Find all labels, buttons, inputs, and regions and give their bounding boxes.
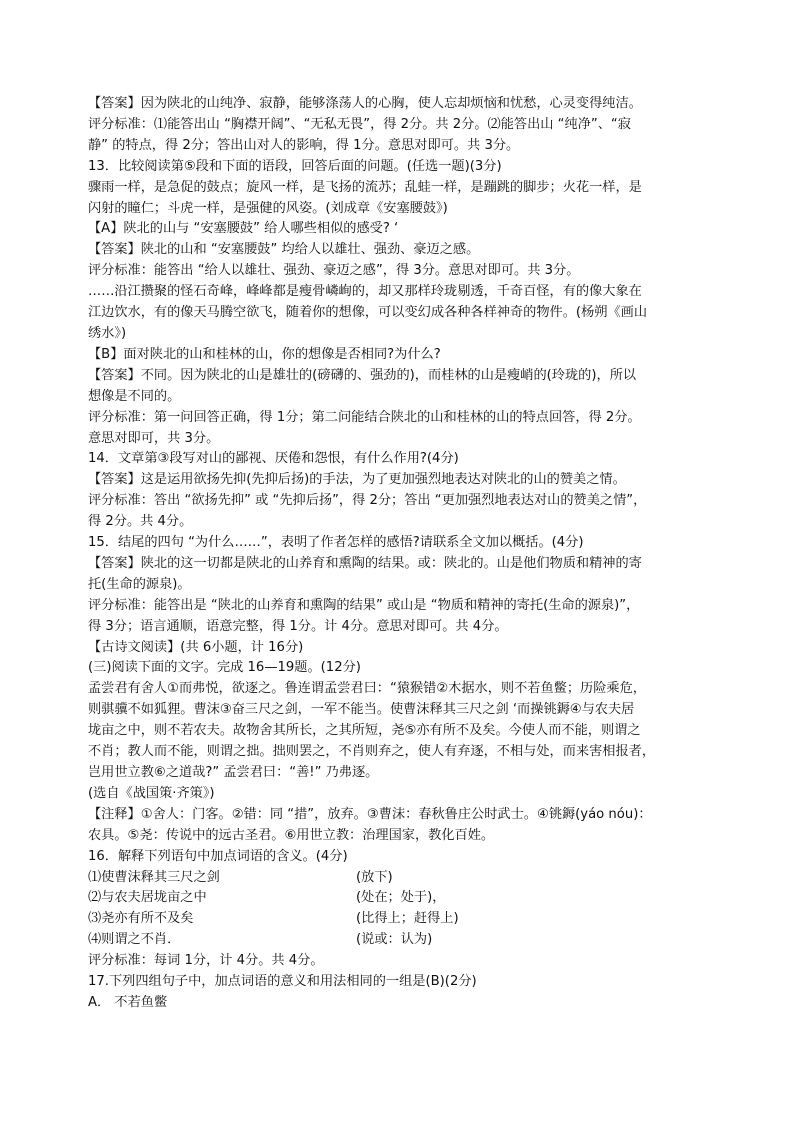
q16-answer: (处在；处于)， <box>356 890 446 906</box>
text-line: 则骐骥不如狐狸。曹沫③奋三尺之剑，一军不能当。使曹沫释其三尺之剑 ‘而操铫鎒④与农夫居 <box>88 702 635 718</box>
text-line: 骤雨一样，是急促的鼓点；旋风一样，是飞扬的流苏；乱蛙一样，是蹦跳的脚步；火花一样，是 <box>88 179 642 195</box>
text-line: 想像是不同的。 <box>88 388 181 404</box>
text-line: 【答案】这是运用欲扬先抑(先抑后扬)的手法，为了更加强烈地表达对陕北的山的赞美之情。 <box>88 472 626 488</box>
text-line: 评分标准：能答出 “给人以雄壮、强劲、豪迈之感”，得 3分。意思对即可。共 3分。 <box>88 263 580 279</box>
q16-item <box>88 868 708 889</box>
text-line: 【答案】陕北的这一切都是陕北的山养育和熏陶的结果。或：陕北的。山是他们物质和精神的寄 <box>88 555 642 571</box>
q16-item <box>88 888 708 909</box>
text-line: 托(生命的源泉)。 <box>88 576 191 592</box>
text-line: 16．解释下列语句中加点词语的含义。(4分) <box>88 848 348 864</box>
q16-sentence: ⑶尧亦有所不及矣 <box>88 911 194 927</box>
text-line: 农具。⑤尧：传说中的远古圣君。⑥用世立教：治理国家，教化百姓。 <box>88 827 495 843</box>
q16-answer: (比得上；赶得上) <box>356 911 459 927</box>
document-page <box>88 94 708 1014</box>
text-line: 17.下列四组句子中，加点词语的意义和用法相同的一组是(B)(2分) <box>88 974 477 990</box>
text-line: 评分标准：能答出是 “陕北的山养育和熏陶的结果” 或山是 “物质和精神的寄托(生命的源泉)”， <box>88 597 640 613</box>
text-line: 【A】陕北的山与 “安塞腰鼓” 给人哪些相似的感受? ‘ <box>88 221 399 237</box>
text-line: 垅亩之中，则不若农夫。故物舍其所长，之其所短，尧⑤亦有所不及矣。今使人而不能，则谓之 <box>88 723 641 739</box>
q16-item <box>88 909 708 930</box>
text-line: 得 2分。共 4分。 <box>88 514 193 530</box>
text-line: 江边饮水，有的像天马腾空欲飞，随着你的想像，可以变幻成各种各样神奇的物件。(杨朔《画山 <box>88 305 648 321</box>
text-line: 15．结尾的四句 “为什么……”，表明了作者怎样的感悟?请联系全文加以概括。(4分) <box>88 535 584 551</box>
text-line: 评分标准：答出 “欲扬先抑” 或 “先抑后扬”，得 2分；答出 “更加强烈地表达对山的赞美之情”， <box>88 493 647 509</box>
q16-item <box>88 930 708 951</box>
q16-sentence: ⑴使曹沫释其三尺之剑 <box>88 869 220 885</box>
text-line: 不肖；教人而不能，则谓之拙。拙则罢之，不肖则弃之，使人有弃逐，不相与处，而来害相报者， <box>88 744 656 760</box>
text-line: 静” 的特点，得 2分；答出山对人的影响，得 1分。意思对即可。共 3分。 <box>88 137 520 153</box>
q16-answer: (放下) <box>356 869 393 885</box>
text-line: 14．文章第③段写对山的鄙视、厌倦和怨恨，有什么作用?(4分) <box>88 451 459 467</box>
text-line: 【答案】因为陕北的山纯净、寂静，能够涤荡人的心胸，使人忘却烦恼和忧愁，心灵变得纯洁。 <box>88 96 642 111</box>
text-line: 评分标准：第一问回答正确，得 1分；第二问能结合陕北的山和桂林的山的特点回答，得 2分。 <box>88 409 641 425</box>
text-line: 【注释】①舍人：门客。②错：同 “措”，放弃。③曹沫：春秋鲁庄公时武士。④铫鎒(yáo nóu)： <box>88 806 652 822</box>
document-body <box>88 94 708 868</box>
text-line: 绣水》) <box>88 325 127 341</box>
text-line: 岂用世立教⑥之道哉?” 孟尝君曰：“善!” 乃弗逐。 <box>88 765 379 780</box>
text-line: 评分标准：⑴能答出山 “胸襟开阔”、“无私无畏”，得 2分。共 2分。⑵能答出山 “纯净”、“寂 <box>88 116 631 132</box>
q16-answer: (说或：认为) <box>356 932 433 948</box>
text-line: 意思对即可，共 3分。 <box>88 430 220 446</box>
text-line: 评分标准：每词 1分，计 4分。共 4分。 <box>88 953 324 969</box>
text-line: 闪射的瞳仁；斗虎一样，是强健的风姿。(刘成章《安塞腰鼓》) <box>88 200 448 216</box>
q16-answer-list <box>88 868 708 952</box>
text-line: ……沿江攒聚的怪石奇峰，峰峰都是瘦骨嶙峋的，却又那样玲珑剔透，千奇百怪，有的像大象在 <box>88 284 642 300</box>
document-tail <box>88 951 708 1014</box>
text-line: (选自《战国策·齐策》) <box>88 785 215 801</box>
text-line: 13．比较阅读第⑤段和下面的语段，回答后面的问题。(任选一题)(3分) <box>88 158 502 174</box>
text-line: 【答案】陕北的山和 “安塞腰鼓” 均给人以雄壮、强劲、豪迈之感。 <box>88 242 480 258</box>
text-line: 【B】面对陕北的山和桂林的山，你的想像是否相同?为什么? <box>88 346 441 362</box>
text-line: A． 不若鱼鳖 <box>88 994 168 1010</box>
text-line: 孟尝君有舍人①而弗悦，欲逐之。鲁连谓孟尝君曰：“猿猴错②木据水，则不若鱼鳖；历险乘危， <box>88 681 646 697</box>
q16-sentence: ⑷则谓之不肖． <box>88 932 181 948</box>
text-line: 【答案】不同。因为陕北的山是雄壮的(磅礴的、强劲的)，而桂林的山是瘦峭的(玲珑的)，所以 <box>88 367 637 383</box>
text-line: (三)阅读下面的文字。完成 16—19题。(12分) <box>88 660 361 676</box>
q16-sentence: ⑵与农夫居垅亩之中 <box>88 890 207 906</box>
text-line: 【古诗文阅读】(共 6小题，计 16分) <box>88 639 304 655</box>
text-line: 得 3分；语言通顺，语意完整，得 1分。计 4分。意思对即可。共 4分。 <box>88 618 508 634</box>
